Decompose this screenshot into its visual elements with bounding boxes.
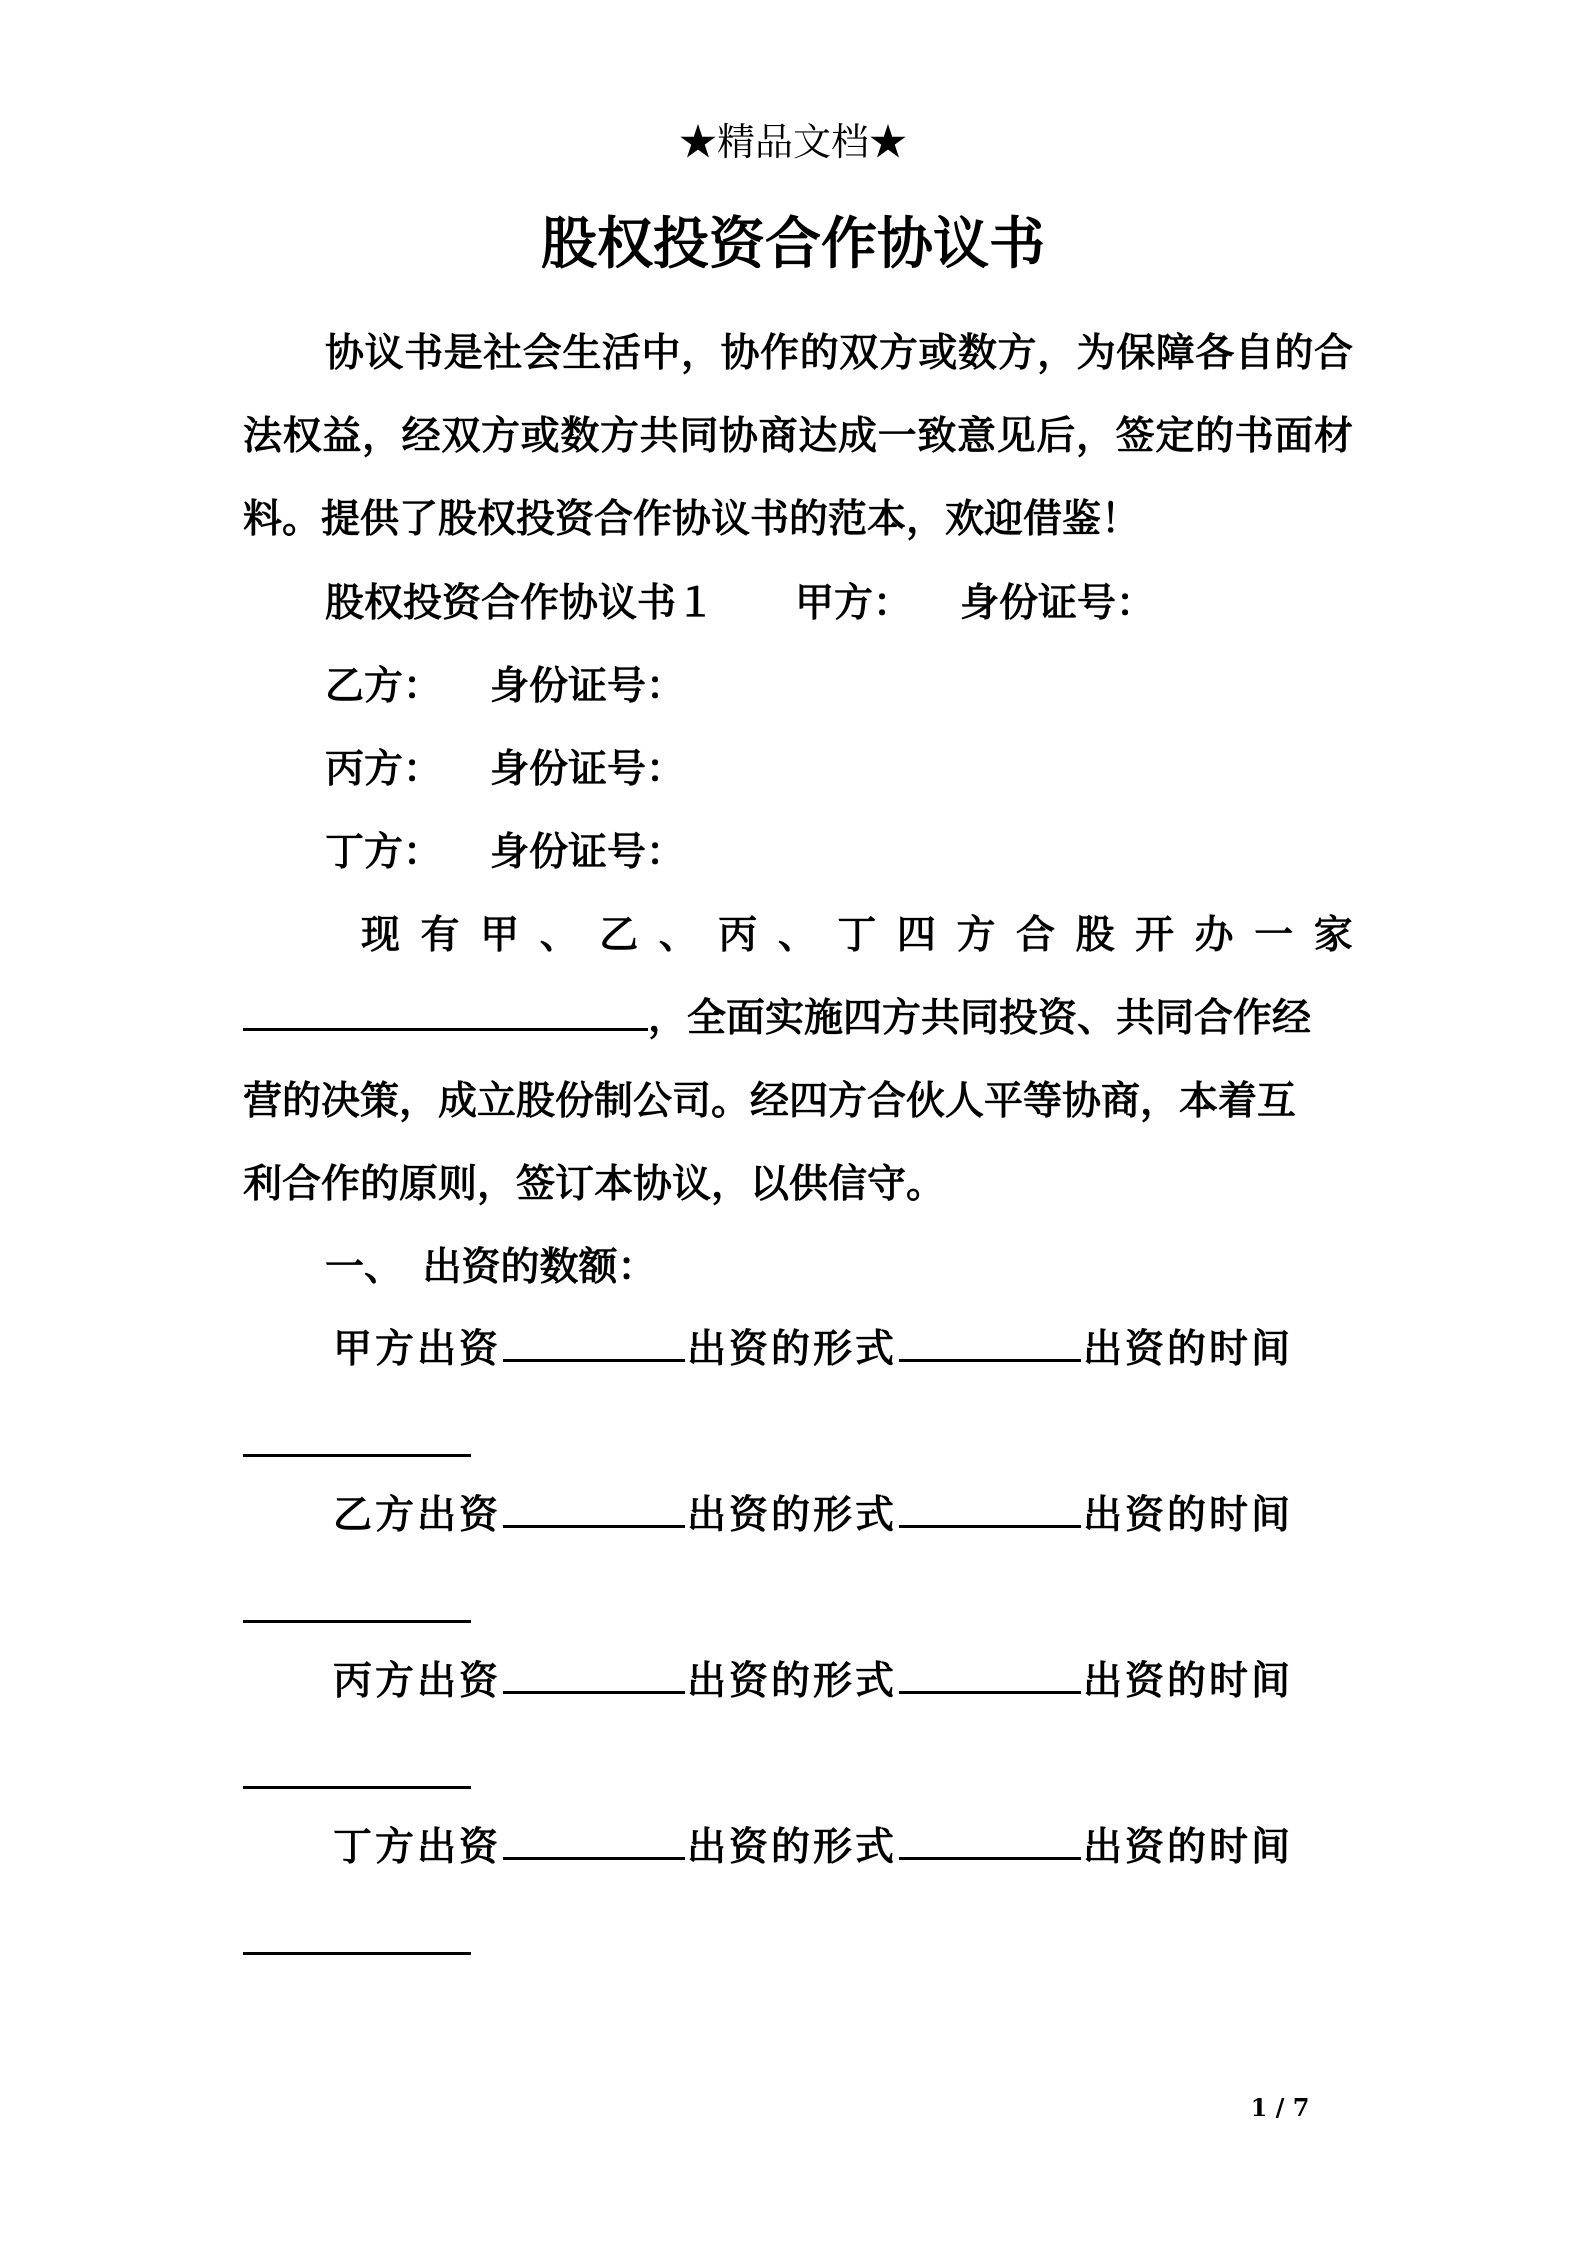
preamble-char: 丙 — [718, 913, 758, 958]
contribution-form-label: 出资的形式 — [687, 1327, 898, 1372]
contribution-time-label: 出资的时间 — [1083, 1659, 1294, 1704]
contribution-time-blank-yi[interactable] — [243, 1584, 471, 1627]
contribution-row-ding — [243, 1818, 1353, 1878]
contribution-time-label: 出资的时间 — [1083, 1327, 1294, 1372]
preamble-char: 办 — [1194, 913, 1234, 958]
preamble-char: 、 — [539, 913, 579, 958]
contribution-form-label: 出资的形式 — [687, 1659, 898, 1704]
party-bing-label: 丙方： — [325, 747, 443, 792]
contribution-party-label: 甲方出资 — [333, 1327, 502, 1372]
preamble-char: 现 — [361, 913, 401, 958]
preamble-char: 开 — [1135, 913, 1175, 958]
contribution-row-bing — [243, 1652, 1353, 1712]
contribution-party-label: 丙方出资 — [333, 1659, 502, 1704]
party-line-ding — [243, 823, 1353, 883]
preamble-char: 合 — [1016, 913, 1056, 958]
page-number: 1 / 7 — [1250, 2093, 1310, 2122]
contribution-time-label: 出资的时间 — [1083, 1825, 1294, 1870]
company-name-blank[interactable] — [243, 992, 648, 1031]
preamble-char: 乙 — [599, 913, 639, 958]
section-1-heading: 一、 出资的数额： — [325, 1245, 657, 1290]
intro-paragraph: 协议书是社会生活中，协作的双方或数方，为保障各自的合法权益，经双方或数方共同协商达成一致意见后，签定的书面材料。提供了股权投资合作协议书的范本，欢迎借鉴！ — [243, 331, 1353, 542]
preamble-char: 一 — [1254, 913, 1294, 958]
preamble-char: 甲 — [480, 913, 520, 958]
contribution-form-blank[interactable] — [899, 1655, 1081, 1694]
contribution-form-blank[interactable] — [899, 1821, 1081, 1860]
party-yi-label: 乙方： — [325, 664, 443, 709]
preamble-line-4: 利合作的原则，签订本协议，以供信守。 — [243, 1162, 946, 1207]
header-mark: ★精品文档★ — [678, 120, 907, 164]
preamble-char: 方 — [956, 913, 996, 958]
contribution-amount-blank[interactable] — [503, 1655, 685, 1694]
preamble-char: 有 — [420, 913, 460, 958]
preamble-char: 丁 — [837, 913, 877, 958]
preamble-char: 股 — [1075, 913, 1115, 958]
agreement-heading: 股权投资合作协议书１ — [325, 581, 716, 626]
preamble-char: 、 — [658, 913, 698, 958]
preamble-line-2 — [243, 989, 1353, 1049]
contribution-time-blank-bing[interactable] — [243, 1750, 471, 1793]
party-yi-id-label: 身份证号： — [490, 664, 686, 709]
party-bing-id-label: 身份证号： — [490, 747, 686, 792]
contribution-form-label: 出资的形式 — [687, 1493, 898, 1538]
preamble-line-2-text: ，全面实施四方共同投资、共同合作经 — [648, 996, 1312, 1041]
contribution-time-blank-jia[interactable] — [243, 1418, 471, 1461]
party-line-bing — [243, 740, 1353, 800]
party-ding-id-label: 身份证号： — [490, 830, 686, 875]
contribution-time-label: 出资的时间 — [1083, 1493, 1294, 1538]
contribution-form-label: 出资的形式 — [687, 1825, 898, 1870]
preamble-char: 四 — [896, 913, 936, 958]
party-ding-label: 丁方： — [325, 830, 443, 875]
contribution-amount-blank[interactable] — [503, 1489, 685, 1528]
contribution-amount-blank[interactable] — [503, 1821, 685, 1860]
contribution-amount-blank[interactable] — [503, 1323, 685, 1362]
party-jia-label: 甲方： — [795, 581, 913, 626]
contribution-party-label: 乙方出资 — [333, 1493, 502, 1538]
preamble-line-1 — [243, 906, 1353, 966]
preamble-char: 家 — [1313, 913, 1353, 958]
contribution-row-yi — [243, 1486, 1353, 1546]
preamble-line-3: 营的决策，成立股份制公司。经四方合伙人平等协商，本着互 — [243, 1079, 1297, 1124]
document-title: 股权投资合作协议书 — [541, 212, 1045, 277]
contribution-form-blank[interactable] — [899, 1323, 1081, 1362]
contribution-form-blank[interactable] — [899, 1489, 1081, 1528]
contribution-party-label: 丁方出资 — [333, 1825, 502, 1870]
contribution-time-blank-ding[interactable] — [243, 1916, 471, 1959]
contribution-row-jia — [243, 1320, 1353, 1380]
party-line-yi — [243, 657, 1353, 717]
party-jia-id-label: 身份证号： — [960, 581, 1156, 626]
party-line-jia — [243, 574, 1353, 634]
preamble-char: 、 — [777, 913, 817, 958]
